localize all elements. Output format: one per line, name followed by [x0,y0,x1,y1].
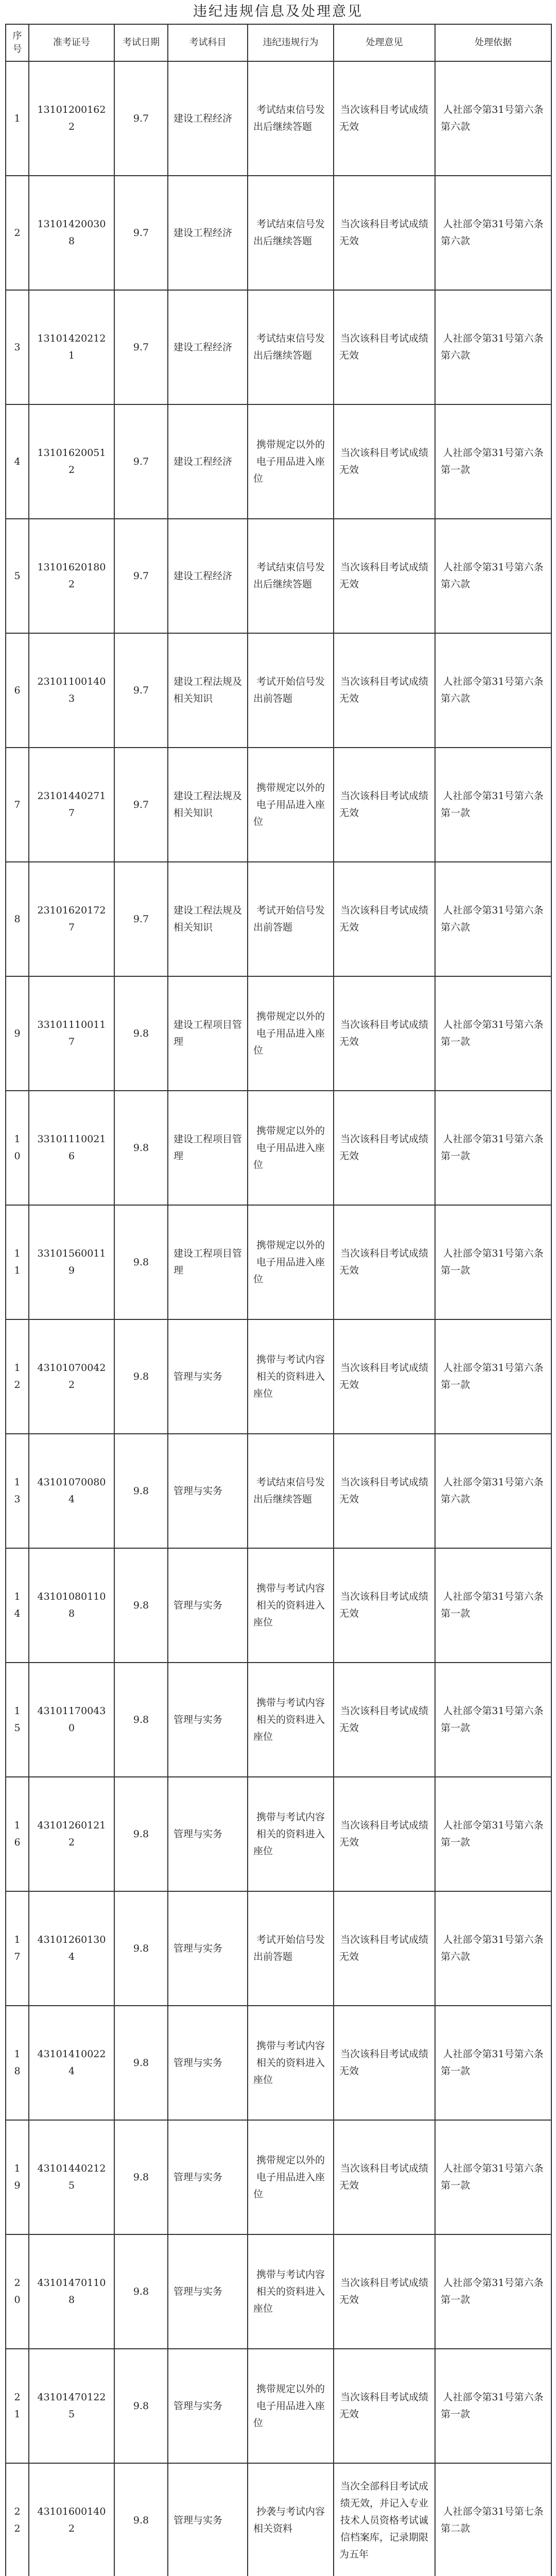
cell-ticket-number: 431012601304 [29,1891,114,2006]
cell-basis: 人社部令第31号第六条第一款 [435,2234,551,2349]
table-row [6,1319,551,1434]
cell-subject: 建设工程法规及相关知识 [168,748,248,862]
cell-decision: 当次该科目考试成绩无效 [334,61,435,176]
cell-exam-date: 9.7 [114,176,168,290]
table-row [6,1091,551,1205]
cell-exam-date: 9.8 [114,2006,168,2120]
cell-decision: 当次该科目考试成绩无效 [334,404,435,519]
cell-index: 7 [6,748,29,862]
cell-index: 17 [6,1891,29,2006]
col-header-subject: 考试科目 [168,24,248,61]
cell-exam-date: 9.8 [114,1434,168,1548]
cell-ticket-number: 431014701225 [29,2349,114,2463]
cell-ticket-number: 231016201727 [29,862,114,976]
cell-basis: 人社部令第31号第六条第一款 [435,1205,551,1319]
cell-violation: 考试结束信号发出后继续答题 [248,176,334,290]
cell-violation: 携带规定以外的电子用品进入座位 [248,1205,334,1319]
cell-index: 22 [6,2463,29,2576]
table-row [6,290,551,404]
cell-violation: 携带与考试内容相关的资料进入座位 [248,1548,334,1663]
cell-exam-date: 9.7 [114,290,168,404]
cell-exam-date: 9.8 [114,1548,168,1663]
cell-basis: 人社部令第31号第六条第六款 [435,519,551,633]
cell-decision: 当次该科目考试成绩无效 [334,2120,435,2234]
cell-subject: 建设工程项目管理 [168,1091,248,1205]
cell-basis: 人社部令第31号第六条第一款 [435,1548,551,1663]
cell-index: 12 [6,1319,29,1434]
cell-ticket-number: 431012601212 [29,1777,114,1891]
cell-subject: 管理与实务 [168,2349,248,2463]
cell-ticket-number: 231011001403 [29,633,114,748]
cell-subject: 管理与实务 [168,2234,248,2349]
cell-subject: 管理与实务 [168,2463,248,2576]
table-row [6,633,551,748]
cell-ticket-number: 431010801108 [29,1548,114,1663]
cell-subject: 建设工程经济 [168,519,248,633]
cell-subject: 建设工程经济 [168,61,248,176]
cell-decision: 当次全部科目考试成绩无效，并记入专业技术人员资格考试诚信档案库，记录期限为五年 [334,2463,435,2576]
cell-basis: 人社部令第31号第六条第六款 [435,1891,551,2006]
table-row [6,2006,551,2120]
cell-index: 13 [6,1434,29,1548]
cell-index: 5 [6,519,29,633]
cell-subject: 管理与实务 [168,1663,248,1777]
col-header-basis: 处理依据 [435,24,551,61]
cell-violation: 携带与考试内容相关的资料进入座位 [248,1777,334,1891]
cell-basis: 人社部令第31号第六条第一款 [435,976,551,1091]
cell-violation: 考试结束信号发出后继续答题 [248,519,334,633]
cell-subject: 管理与实务 [168,1548,248,1663]
cell-basis: 人社部令第31号第六条第六款 [435,862,551,976]
table-row [6,404,551,519]
cell-decision: 当次该科目考试成绩无效 [334,976,435,1091]
cell-subject: 管理与实务 [168,1891,248,2006]
cell-exam-date: 9.8 [114,976,168,1091]
cell-ticket-number: 331011100117 [29,976,114,1091]
cell-exam-date: 9.8 [114,2120,168,2234]
cell-exam-date: 9.8 [114,1891,168,2006]
cell-decision: 当次该科目考试成绩无效 [334,290,435,404]
table-row [6,61,551,176]
cell-index: 16 [6,1777,29,1891]
cell-decision: 当次该科目考试成绩无效 [334,1319,435,1434]
cell-ticket-number: 331015600119 [29,1205,114,1319]
table-row [6,519,551,633]
table-row [6,1434,551,1548]
cell-decision: 当次该科目考试成绩无效 [334,1434,435,1548]
table-row [6,1548,551,1663]
cell-index: 18 [6,2006,29,2120]
cell-index: 19 [6,2120,29,2234]
cell-ticket-number: 131016201802 [29,519,114,633]
cell-violation: 携带规定以外的电子用品进入座位 [248,404,334,519]
cell-index: 21 [6,2349,29,2463]
cell-decision: 当次该科目考试成绩无效 [334,862,435,976]
cell-ticket-number: 431014701108 [29,2234,114,2349]
col-header-violation: 违纪违规行为 [248,24,334,61]
cell-decision: 当次该科目考试成绩无效 [334,1091,435,1205]
cell-exam-date: 9.7 [114,862,168,976]
cell-subject: 建设工程经济 [168,404,248,519]
col-header-ticket-number: 准考证号 [29,24,114,61]
cell-subject: 建设工程法规及相关知识 [168,862,248,976]
cell-subject: 管理与实务 [168,1434,248,1548]
cell-subject: 管理与实务 [168,2120,248,2234]
cell-decision: 当次该科目考试成绩无效 [334,1548,435,1663]
cell-basis: 人社部令第31号第六条第一款 [435,1091,551,1205]
cell-exam-date: 9.8 [114,2463,168,2576]
cell-violation: 携带规定以外的电子用品进入座位 [248,2349,334,2463]
cell-basis: 人社部令第31号第六条第一款 [435,748,551,862]
cell-decision: 当次该科目考试成绩无效 [334,1663,435,1777]
cell-index: 20 [6,2234,29,2349]
cell-exam-date: 9.8 [114,1663,168,1777]
cell-ticket-number: 431010700422 [29,1319,114,1434]
cell-subject: 管理与实务 [168,2006,248,2120]
cell-basis: 人社部令第31号第六条第六款 [435,61,551,176]
table-header-row [6,24,551,61]
cell-violation: 考试开始信号发出前答题 [248,633,334,748]
cell-ticket-number: 431014402125 [29,2120,114,2234]
cell-decision: 当次该科目考试成绩无效 [334,2349,435,2463]
col-header-exam-date: 考试日期 [114,24,168,61]
cell-basis: 人社部令第31号第七条第二款 [435,2463,551,2576]
cell-violation: 携带与考试内容相关的资料进入座位 [248,2234,334,2349]
cell-ticket-number: 131012001622 [29,61,114,176]
cell-basis: 人社部令第31号第六条第一款 [435,2006,551,2120]
cell-decision: 当次该科目考试成绩无效 [334,519,435,633]
cell-violation: 携带规定以外的电子用品进入座位 [248,976,334,1091]
cell-index: 14 [6,1548,29,1663]
cell-violation: 考试结束信号发出后继续答题 [248,61,334,176]
cell-ticket-number: 331011100216 [29,1091,114,1205]
table-row [6,1891,551,2006]
cell-violation: 携带规定以外的电子用品进入座位 [248,748,334,862]
cell-subject: 建设工程项目管理 [168,976,248,1091]
cell-violation: 考试结束信号发出后继续答题 [248,1434,334,1548]
cell-basis: 人社部令第31号第六条第一款 [435,1777,551,1891]
cell-basis: 人社部令第31号第六条第一款 [435,1319,551,1434]
cell-subject: 建设工程经济 [168,290,248,404]
table-row [6,176,551,290]
cell-exam-date: 9.7 [114,519,168,633]
violations-table-container [5,24,551,2576]
cell-violation: 携带规定以外的电子用品进入座位 [248,2120,334,2234]
cell-decision: 当次该科目考试成绩无效 [334,633,435,748]
cell-subject: 建设工程法规及相关知识 [168,633,248,748]
cell-index: 9 [6,976,29,1091]
cell-subject: 建设工程经济 [168,176,248,290]
table-row [6,976,551,1091]
cell-basis: 人社部令第31号第六条第六款 [435,633,551,748]
table-row [6,2234,551,2349]
cell-exam-date: 9.7 [114,61,168,176]
cell-basis: 人社部令第31号第六条第六款 [435,176,551,290]
col-header-index: 序号 [6,24,29,61]
table-row [6,2349,551,2463]
cell-decision: 当次该科目考试成绩无效 [334,748,435,862]
page-title: 违纪违规信息及处理意见 [193,4,363,20]
cell-decision: 当次该科目考试成绩无效 [334,1777,435,1891]
cell-exam-date: 9.8 [114,1777,168,1891]
col-header-decision: 处理意见 [334,24,435,61]
cell-violation: 考试结束信号发出后继续答题 [248,290,334,404]
cell-decision: 当次该科目考试成绩无效 [334,2006,435,2120]
cell-decision: 当次该科目考试成绩无效 [334,1891,435,2006]
cell-decision: 当次该科目考试成绩无效 [334,2234,435,2349]
cell-exam-date: 9.7 [114,633,168,748]
cell-exam-date: 9.8 [114,1319,168,1434]
cell-exam-date: 9.8 [114,2349,168,2463]
cell-basis: 人社部令第31号第六条第一款 [435,2349,551,2463]
cell-ticket-number: 231014402717 [29,748,114,862]
cell-violation: 考试开始信号发出前答题 [248,862,334,976]
cell-basis: 人社部令第31号第六条第六款 [435,290,551,404]
cell-ticket-number: 431016001402 [29,2463,114,2576]
table-row [6,1663,551,1777]
cell-exam-date: 9.8 [114,2234,168,2349]
cell-index: 11 [6,1205,29,1319]
cell-violation: 携带规定以外的电子用品进入座位 [248,1091,334,1205]
cell-index: 4 [6,404,29,519]
cell-ticket-number: 431011700430 [29,1663,114,1777]
cell-violation: 抄袭与考试内容相关资料 [248,2463,334,2576]
table-row [6,2463,551,2576]
cell-subject: 管理与实务 [168,1319,248,1434]
table-row [6,1205,551,1319]
table-row [6,1777,551,1891]
cell-basis: 人社部令第31号第六条第一款 [435,1663,551,1777]
table-row [6,862,551,976]
cell-ticket-number: 131016200512 [29,404,114,519]
cell-ticket-number: 131014202121 [29,290,114,404]
cell-exam-date: 9.8 [114,1205,168,1319]
cell-violation: 考试开始信号发出前答题 [248,1891,334,2006]
table-row [6,748,551,862]
cell-index: 8 [6,862,29,976]
cell-index: 10 [6,1091,29,1205]
cell-index: 3 [6,290,29,404]
cell-exam-date: 9.7 [114,404,168,519]
cell-exam-date: 9.8 [114,1091,168,1205]
cell-ticket-number: 431010700804 [29,1434,114,1548]
cell-decision: 当次该科目考试成绩无效 [334,176,435,290]
cell-subject: 建设工程项目管理 [168,1205,248,1319]
cell-basis: 人社部令第31号第六条第一款 [435,404,551,519]
cell-exam-date: 9.7 [114,748,168,862]
cell-index: 1 [6,61,29,176]
cell-ticket-number: 131014200308 [29,176,114,290]
cell-violation: 携带与考试内容相关的资料进入座位 [248,1663,334,1777]
cell-index: 15 [6,1663,29,1777]
cell-basis: 人社部令第31号第六条第一款 [435,2120,551,2234]
cell-index: 6 [6,633,29,748]
cell-violation: 携带与考试内容相关的资料进入座位 [248,1319,334,1434]
cell-index: 2 [6,176,29,290]
cell-ticket-number: 431014100224 [29,2006,114,2120]
cell-basis: 人社部令第31号第六条第六款 [435,1434,551,1548]
cell-violation: 携带与考试内容相关的资料进入座位 [248,2006,334,2120]
cell-subject: 管理与实务 [168,1777,248,1891]
violations-table [5,24,552,2576]
cell-decision: 当次该科目考试成绩无效 [334,1205,435,1319]
table-row [6,2120,551,2234]
